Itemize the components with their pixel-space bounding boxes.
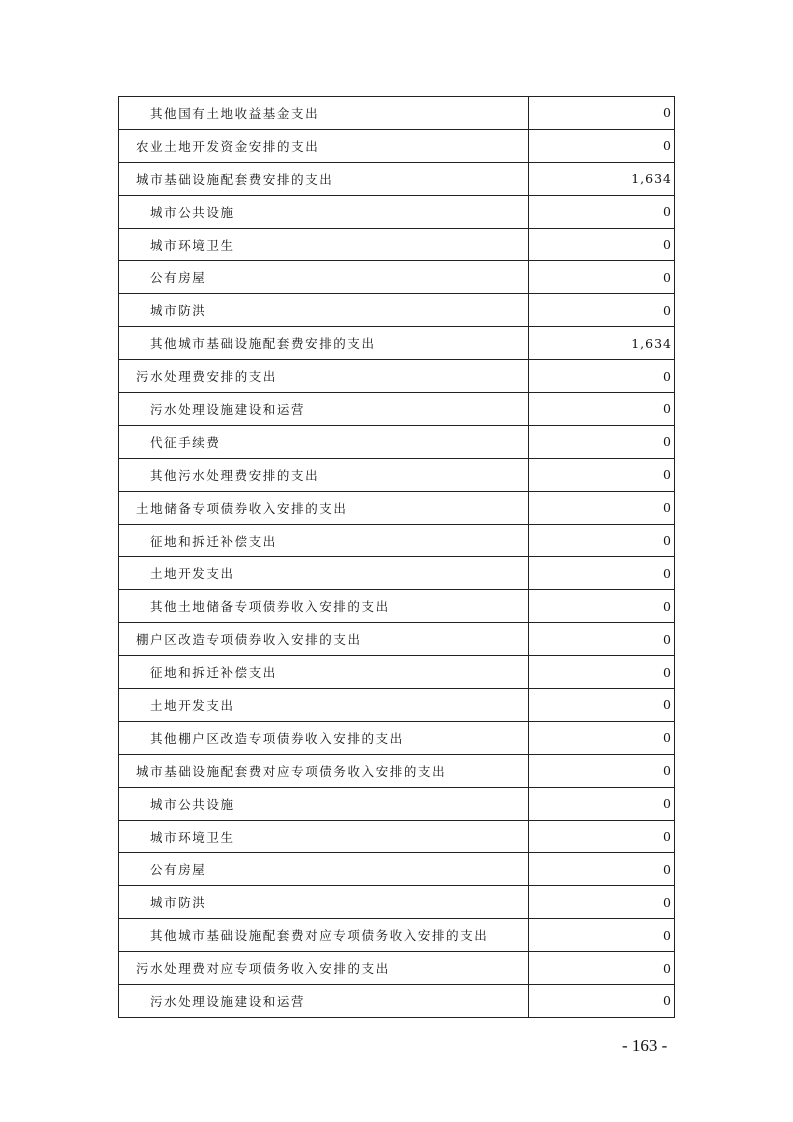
amount-cell: 0	[529, 656, 675, 689]
amount-cell: 0	[529, 886, 675, 919]
item-name-cell: 污水处理费安排的支出	[119, 360, 529, 393]
item-name-cell: 其他国有土地收益基金支出	[119, 97, 529, 130]
table-row	[119, 754, 675, 787]
table-row	[119, 524, 675, 557]
table-row	[119, 261, 675, 294]
table-row	[119, 97, 675, 130]
amount-cell: 0	[529, 261, 675, 294]
table-row	[119, 689, 675, 722]
item-name-cell: 其他城市基础设施配套费对应专项债务收入安排的支出	[119, 919, 529, 952]
table-row	[119, 721, 675, 754]
item-name-cell: 征地和拆迁补偿支出	[119, 524, 529, 557]
item-name-cell: 其他土地储备专项债券收入安排的支出	[119, 590, 529, 623]
item-name-cell: 其他棚户区改造专项债券收入安排的支出	[119, 721, 529, 754]
item-name-cell: 征地和拆迁补偿支出	[119, 656, 529, 689]
amount-cell: 0	[529, 952, 675, 985]
item-name-cell: 棚户区改造专项债券收入安排的支出	[119, 623, 529, 656]
amount-cell: 0	[529, 294, 675, 327]
item-name-cell: 土地开发支出	[119, 557, 529, 590]
table-row	[119, 820, 675, 853]
amount-cell: 0	[529, 524, 675, 557]
table-row	[119, 195, 675, 228]
amount-cell: 0	[529, 458, 675, 491]
table-row	[119, 656, 675, 689]
item-name-cell: 城市基础设施配套费对应专项债务收入安排的支出	[119, 754, 529, 787]
item-name-cell: 土地储备专项债券收入安排的支出	[119, 491, 529, 524]
table-row	[119, 919, 675, 952]
amount-cell: 0	[529, 425, 675, 458]
amount-cell: 0	[529, 787, 675, 820]
table-row	[119, 294, 675, 327]
amount-cell: 0	[529, 721, 675, 754]
item-name-cell: 城市环境卫生	[119, 820, 529, 853]
item-name-cell: 污水处理设施建设和运营	[119, 393, 529, 426]
amount-cell: 0	[529, 97, 675, 130]
item-name-cell: 土地开发支出	[119, 689, 529, 722]
item-name-cell: 公有房屋	[119, 261, 529, 294]
table-row	[119, 162, 675, 195]
amount-cell: 0	[529, 623, 675, 656]
amount-cell: 0	[529, 590, 675, 623]
amount-cell: 0	[529, 754, 675, 787]
item-name-cell: 农业土地开发资金安排的支出	[119, 129, 529, 162]
amount-cell: 0	[529, 919, 675, 952]
item-name-cell: 代征手续费	[119, 425, 529, 458]
table-row	[119, 590, 675, 623]
table-row	[119, 623, 675, 656]
amount-cell: 0	[529, 195, 675, 228]
item-name-cell: 污水处理设施建设和运营	[119, 985, 529, 1018]
table-row	[119, 393, 675, 426]
table-row	[119, 327, 675, 360]
table-row	[119, 491, 675, 524]
item-name-cell: 城市防洪	[119, 294, 529, 327]
amount-cell: 0	[529, 360, 675, 393]
amount-cell: 0	[529, 689, 675, 722]
table-row	[119, 952, 675, 985]
item-name-cell: 城市公共设施	[119, 195, 529, 228]
item-name-cell: 其他污水处理费安排的支出	[119, 458, 529, 491]
item-name-cell: 城市基础设施配套费安排的支出	[119, 162, 529, 195]
amount-cell: 1,634	[529, 327, 675, 360]
table-row	[119, 787, 675, 820]
amount-cell: 0	[529, 491, 675, 524]
amount-cell: 0	[529, 820, 675, 853]
amount-cell: 0	[529, 393, 675, 426]
table-row	[119, 228, 675, 261]
amount-cell: 0	[529, 228, 675, 261]
item-name-cell: 其他城市基础设施配套费安排的支出	[119, 327, 529, 360]
budget-expenditure-table	[118, 96, 675, 1018]
item-name-cell: 城市防洪	[119, 886, 529, 919]
amount-cell: 0	[529, 129, 675, 162]
table-row	[119, 360, 675, 393]
amount-cell: 0	[529, 853, 675, 886]
table-row	[119, 853, 675, 886]
table-row	[119, 886, 675, 919]
table-row	[119, 985, 675, 1018]
item-name-cell: 城市公共设施	[119, 787, 529, 820]
table-row	[119, 458, 675, 491]
table-row	[119, 129, 675, 162]
page-number: - 163 -	[622, 1036, 668, 1055]
table-row	[119, 425, 675, 458]
item-name-cell: 污水处理费对应专项债务收入安排的支出	[119, 952, 529, 985]
item-name-cell: 城市环境卫生	[119, 228, 529, 261]
item-name-cell: 公有房屋	[119, 853, 529, 886]
table-body	[119, 97, 675, 1018]
amount-cell: 0	[529, 557, 675, 590]
amount-cell: 1,634	[529, 162, 675, 195]
table-row	[119, 557, 675, 590]
amount-cell: 0	[529, 985, 675, 1018]
